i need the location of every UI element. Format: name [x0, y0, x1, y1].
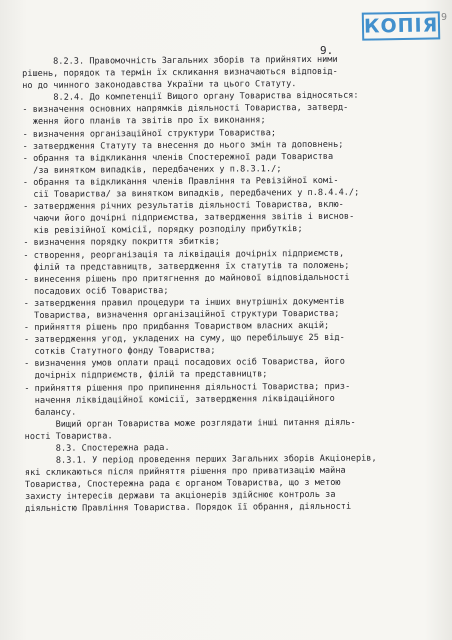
- text-line: - прийняття рішення про припинення діяльності Товариства; приз-: [24, 381, 351, 394]
- text-line: начення ліквідаційної комісії, затвердження ліквідаційного: [24, 393, 335, 406]
- document-body: [22, 53, 445, 515]
- corner-handwritten-mark: 9: [441, 12, 448, 23]
- copy-stamp: КОПІЯ: [362, 11, 440, 40]
- text-line: балансу.: [24, 407, 77, 418]
- text-line: но до чинного законодавства України та цього Статуту.: [22, 79, 297, 92]
- text-line: - затвердження річних результатів діяльності Товариства, вклю-: [23, 199, 344, 213]
- text-line: діяльністю Правління Товариства. Порядок її обрання, діяльності: [25, 502, 352, 515]
- page-number: 9.: [320, 44, 334, 57]
- text-line: Вищий орган Товариства може розглядати інші питання діяль-: [24, 417, 356, 430]
- text-line: сії Товариства/ за винятком випадків, передбачених у п.8.4.4./;: [22, 187, 360, 201]
- text-line: рішень, порядок та термін їх скликання визначаються відповід-: [22, 66, 338, 80]
- text-line: філій та представництв, затвердження їх статутів та положень;: [23, 260, 350, 273]
- text-line: ності Товариства.: [24, 431, 113, 442]
- text-line: сотків Статутного фонду Товариства;: [24, 345, 216, 358]
- text-line: чаючи його дочірні підприємства, затвердження звітів і виснов-: [23, 211, 355, 225]
- text-line: 8.2.3. Правомочність Загальних зборів та прийнятих ними: [22, 54, 338, 67]
- text-line: 8.2.4. До компетенції Вищого органу Товариства відносяться:: [22, 90, 359, 104]
- text-line: 8.3.1. У період проведення перших Загальних зборів Акціонерів,: [24, 453, 377, 467]
- text-line: - обрання та відкликання членів Правління та Ревізійної комі-: [22, 175, 339, 188]
- text-line: - визначення організаційної структури Товариства;: [22, 127, 277, 140]
- text-line: ження його планів та звітів про їх виконання;: [22, 115, 266, 128]
- text-line: дочірніх підприємств, філій та представництв;: [24, 369, 268, 382]
- text-line: - визначення основних напрямків діяльності Товариства, затверд-: [22, 103, 349, 116]
- text-line: посадових осіб Товариства;: [23, 285, 169, 297]
- text-line: - обрання та відкликання членів Спостережної ради Товариства: [22, 151, 334, 164]
- text-line: ків ревізійної комісії, порядку розподілу прибутків;: [23, 224, 303, 237]
- text-line: - визначення порядку покриття збитків;: [23, 237, 220, 249]
- text-line: - прийняття рішень про придбання Товариством власних акцій;: [23, 320, 330, 334]
- text-line: - затвердження угод, укладених на суму, що перебільшує 25 від-: [23, 332, 345, 346]
- text-line: - створення, реорганізація та ліквідація дочірніх підприємств,: [23, 248, 345, 261]
- text-line: Товариства, Спостережна рада є органом Товариства, що з метою: [24, 478, 341, 491]
- text-line: /за винятком випадків, передбачених у п.8.3.1./;: [22, 164, 282, 176]
- text-line: захисту інтересів держави та акціонерів здійснює контроль за: [25, 490, 336, 503]
- text-line: - винесення рішень про притягнення до майнової відповідальності: [23, 272, 350, 285]
- text-line: 8.3. Спостережна рада.: [24, 442, 170, 454]
- text-line: - затвердження правил процедури та інших внутрішніх документів: [23, 296, 345, 309]
- text-line: - визначення умов оплати праці посадових осіб Товариства, його: [24, 357, 345, 370]
- text-line: Товариства, визначення організаційної структури Товариства;: [23, 308, 340, 321]
- text-line: - затвердження Статуту та внесення до нього змін та доповнень;: [22, 139, 344, 152]
- text-line: які скликаються після прийняття рішення про приватизацію майна: [24, 465, 346, 479]
